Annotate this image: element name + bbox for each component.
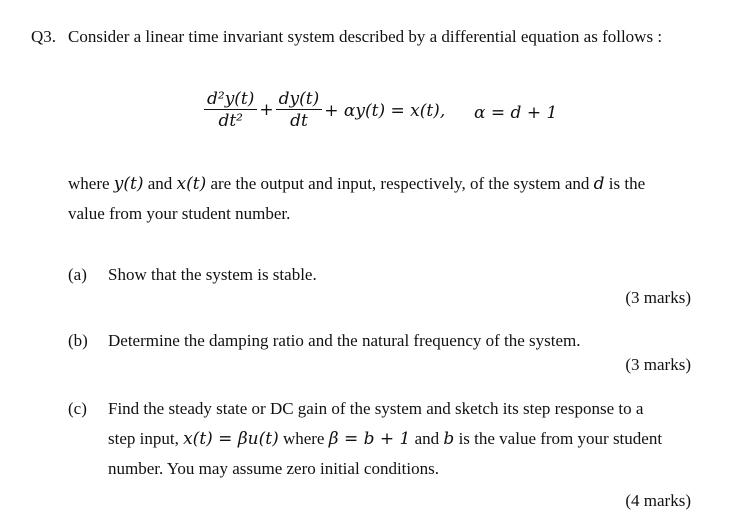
text: where bbox=[278, 429, 329, 448]
step-input-expression: x(t) = βu(t) bbox=[183, 429, 279, 449]
text: and bbox=[410, 429, 444, 448]
where-line-2: value from your student number. bbox=[68, 204, 291, 223]
text: where bbox=[68, 174, 114, 193]
beta-definition: β = b + 1 bbox=[328, 429, 411, 449]
part-c-line-2 bbox=[108, 429, 662, 449]
alpha-definition: α = d + 1 bbox=[474, 103, 558, 123]
question-intro: Consider a linear time invariant system described by a differential equation as follows : bbox=[68, 27, 663, 46]
question-number: Q3. bbox=[31, 27, 57, 46]
part-a-text: Show that the system is stable. bbox=[108, 265, 317, 284]
part-a-marks: (3 marks) bbox=[625, 288, 691, 307]
second-derivative-fraction bbox=[204, 89, 257, 132]
d-symbol: d bbox=[593, 174, 605, 194]
text: are the output and input, respectively, of the system and bbox=[206, 174, 594, 193]
text: is the bbox=[604, 174, 646, 193]
text: is the value from your student bbox=[454, 429, 663, 448]
part-c-line-3: number. You may assume zero initial conditions. bbox=[108, 459, 439, 478]
part-c-line-1: Find the steady state or DC gain of the system and sketch its step response to a bbox=[108, 399, 644, 418]
first-derivative-fraction bbox=[276, 89, 323, 132]
part-b-text: Determine the damping ratio and the natural frequency of the system. bbox=[108, 331, 581, 350]
part-b-label: (b) bbox=[68, 331, 88, 350]
part-c-marks: (4 marks) bbox=[625, 491, 691, 510]
differential-equation bbox=[204, 89, 445, 132]
part-c-label: (c) bbox=[68, 399, 87, 418]
part-b-marks: (3 marks) bbox=[625, 355, 691, 374]
output-symbol: y(t) bbox=[113, 174, 144, 194]
b-symbol: b bbox=[443, 429, 455, 449]
part-a-label: (a) bbox=[68, 265, 87, 284]
fraction-numerator: dy(t) bbox=[276, 89, 323, 110]
input-symbol: x(t) bbox=[176, 174, 207, 194]
fraction-numerator: d²y(t) bbox=[204, 89, 257, 110]
fraction-denominator: dt² bbox=[218, 111, 243, 131]
where-line-1 bbox=[68, 174, 645, 194]
text: and bbox=[143, 174, 177, 193]
fraction-denominator: dt bbox=[290, 111, 308, 131]
equation-rest: + αy(t) = x(t), bbox=[324, 100, 446, 121]
text: step input, bbox=[108, 429, 184, 448]
plus-sign: + bbox=[259, 100, 274, 120]
